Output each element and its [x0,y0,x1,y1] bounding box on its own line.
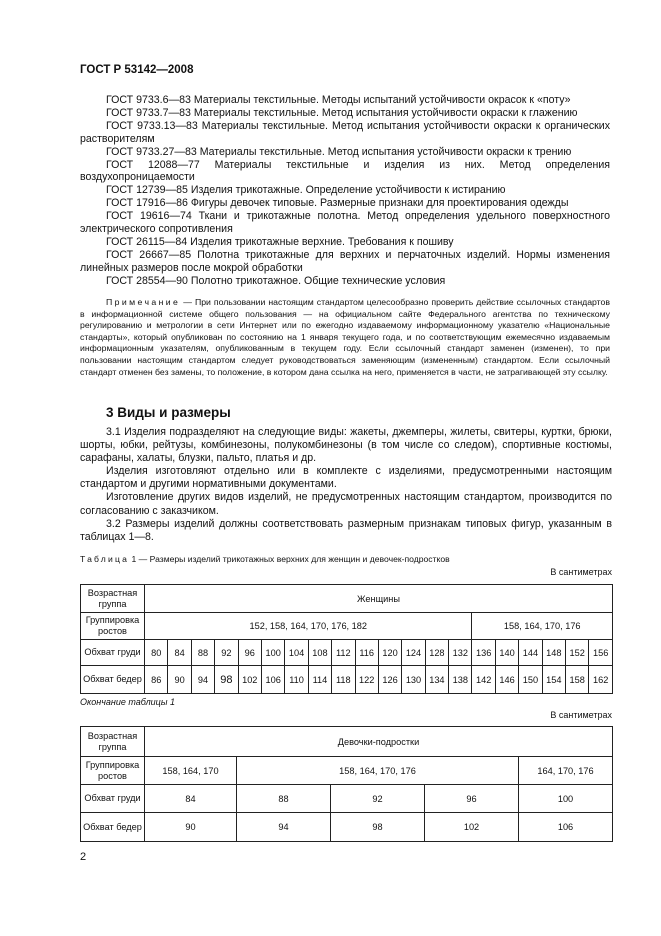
table1-caption-text: 1 — Размеры изделий трикотажных верхних для женщин и девочек-подростков [129,554,450,564]
reference-item: ГОСТ 17916—86 Фигуры девочек типовые. Размерные признаки для проектирования одежды [106,197,569,210]
hips-cell: 114 [308,666,331,694]
table-row [81,613,613,640]
table1-caption [80,554,450,564]
chest-cell: 96 [425,785,519,813]
table2-units: В сантиметрах [550,710,612,720]
reference-item: ГОСТ 26115—84 Изделия трикотажные верхние. Требования к пошиву [106,235,454,248]
height-group: 158, 164, 170, 176 [237,757,519,785]
chest-cell: 140 [495,640,518,666]
hips-cell: 106 [261,666,284,694]
chest-cell: 96 [238,640,261,666]
table1-caption-label: Таблица [80,554,130,564]
age-group-women: Женщины [145,585,613,613]
age-group-girls: Девочки-подростки [145,727,613,757]
hips-cell: 162 [589,666,613,694]
chest-cell: 112 [332,640,355,666]
hips-cell: 150 [519,666,542,694]
chest-cell: 80 [145,640,168,666]
height-group: 152, 158, 164, 170, 176, 182 [145,613,472,640]
row-label-hips: Обхват бедер [81,813,145,842]
chest-cell: 120 [378,640,401,666]
chest-cell: 116 [355,640,378,666]
hips-cell: 122 [355,666,378,694]
note-text: — При пользовании настоящим стандартом целесообразно проверить действие ссылочных стандартов в информационной системе общего пользования — на официальном сайте Федерального агентства по техническому регулированию и метрологии в сети Интернет или по ежегодно издаваемому информационному указателю «Национальные стандарты», который опубликован по состоянию на 1 января текущего года, и по соответствующим ежемесячно издаваемым информационным указателям, опубликованным в текущем году. Если ссылочный стандарт заменен (изменен), то при пользовании настоящим стандартом следует руководствоваться заменяющим (измененным) стандартом. Если ссылочный стандарт отменен без замены, то положение, в котором дана ссылка на него, применяется в части, не затрагивающей эту ссылку. [80,297,610,377]
row-label-chest: Обхват груди [81,785,145,813]
chest-cell: 100 [261,640,284,666]
reference-item: ГОСТ 26667—85 Полотна трикотажные для верхних и перчаточных изделий. Нормы изменения линейных размеров после мокрой обработки [80,248,610,274]
chest-cell: 88 [237,785,331,813]
row-label-age-group: Возрастная группа [81,727,145,757]
height-group: 158, 164, 170 [145,757,237,785]
chest-cell: 100 [519,785,613,813]
paragraph: Изделия изготовляют отдельно или в комплекте с изделиями, предусмотренными настоящим стандартом и другими нормативными документами. [80,465,612,491]
row-label-heights: Группировка ростов [81,757,145,785]
chest-cell: 92 [331,785,425,813]
hips-cell: 158 [566,666,589,694]
chest-cell: 104 [285,640,308,666]
reference-item: ГОСТ 28554—90 Полотно трикотажное. Общие технические условия [106,274,446,287]
chest-cell: 148 [542,640,565,666]
section-body [80,426,612,544]
chest-cell: 88 [191,640,214,666]
paragraph: 3.1 Изделия подразделяют на следующие виды: жакеты, джемперы, жилеты, свитеры, куртки, брюки, шорты, юбки, рейтузы, комбинезоны, полукомбинезоны (в том числе со следом), спортивные костюмы, сарафаны, халаты, блузки, пальто, платья и др. [80,426,612,465]
hips-cell: 86 [145,666,168,694]
table-row [81,757,613,785]
row-label-age-group: Возрастная группа [81,585,145,613]
row-label-heights: Группировка ростов [81,613,145,640]
chest-cell: 132 [449,640,472,666]
height-group: 158, 164, 170, 176 [472,613,613,640]
hips-cell: 146 [495,666,518,694]
page-number: 2 [80,851,87,863]
reference-item: ГОСТ 9733.13—83 Материалы текстильные. Метод испытания устойчивости окраски к органических растворителям [80,119,610,145]
chest-cell: 124 [402,640,425,666]
chest-cell: 108 [308,640,331,666]
paragraph: Изготовление других видов изделий, не предусмотренных настоящим стандартом, производится по согласованию с заказчиком. [80,491,612,517]
chest-cell: 156 [589,640,613,666]
table-continuation-caption: Окончание таблицы 1 [80,697,175,707]
hips-cell: 130 [402,666,425,694]
table-row [81,640,613,666]
reference-item: ГОСТ 12088—77 Материалы текстильные и изделия из них. Метод определения воздухопроницаемости [80,158,610,184]
hips-cell: 94 [237,813,331,842]
table1-units: В сантиметрах [550,567,612,577]
table1-continuation [80,726,613,842]
hips-cell: 110 [285,666,308,694]
table-row [81,813,613,842]
hips-cell: 90 [168,666,191,694]
reference-item: ГОСТ 9733.6—83 Материалы текстильные. Методы испытаний устойчивости окрасок к «поту» [106,94,571,106]
hips-cell: 126 [378,666,401,694]
chest-cell: 84 [168,640,191,666]
chest-cell: 84 [145,785,237,813]
hips-cell: 94 [191,666,214,694]
row-label-hips: Обхват бедер [81,666,145,694]
hips-cell: 102 [425,813,519,842]
chest-cell: 92 [215,640,238,666]
chest-cell: 128 [425,640,448,666]
hips-cell: 142 [472,666,495,694]
hips-cell: 118 [332,666,355,694]
note-paragraph [80,297,610,378]
document-header: ГОСТ Р 53142—2008 [80,64,194,76]
table-row [81,666,613,694]
hips-cell: 138 [449,666,472,694]
table-row [81,727,613,757]
hips-cell: 98 [331,813,425,842]
reference-item: ГОСТ 9733.7—83 Материалы текстильные. Метод испытания устойчивости окраски к глажению [106,106,578,119]
reference-item: ГОСТ 19616—74 Ткани и трикотажные полотна. Метод определения удельного поверхностного электрического сопротивления [80,210,610,236]
hips-cell: 134 [425,666,448,694]
reference-item: ГОСТ 12739—85 Изделия трикотажные. Определение устойчивости к истиранию [106,184,506,197]
paragraph: 3.2 Размеры изделий должны соответствовать размерным признакам типовых фигур, указанным в таблицах 1—8. [80,517,612,543]
chest-cell: 136 [472,640,495,666]
hips-cell: 154 [542,666,565,694]
table-row [81,585,613,613]
hips-cell: 90 [145,813,237,842]
chest-cell: 152 [566,640,589,666]
section-title: 3 Виды и размеры [106,405,231,420]
table1 [80,584,613,694]
row-label-chest: Обхват груди [81,640,145,666]
reference-item: ГОСТ 9733.27—83 Материалы текстильные. Метод испытания устойчивости окраски к трению [106,145,572,158]
hips-cell: 98 [215,666,238,694]
normative-references-list [80,94,610,288]
table-row [81,785,613,813]
hips-cell: 106 [519,813,613,842]
note-label: Примечание [106,297,181,307]
height-group: 164, 170, 176 [519,757,613,785]
hips-cell: 102 [238,666,261,694]
chest-cell: 144 [519,640,542,666]
